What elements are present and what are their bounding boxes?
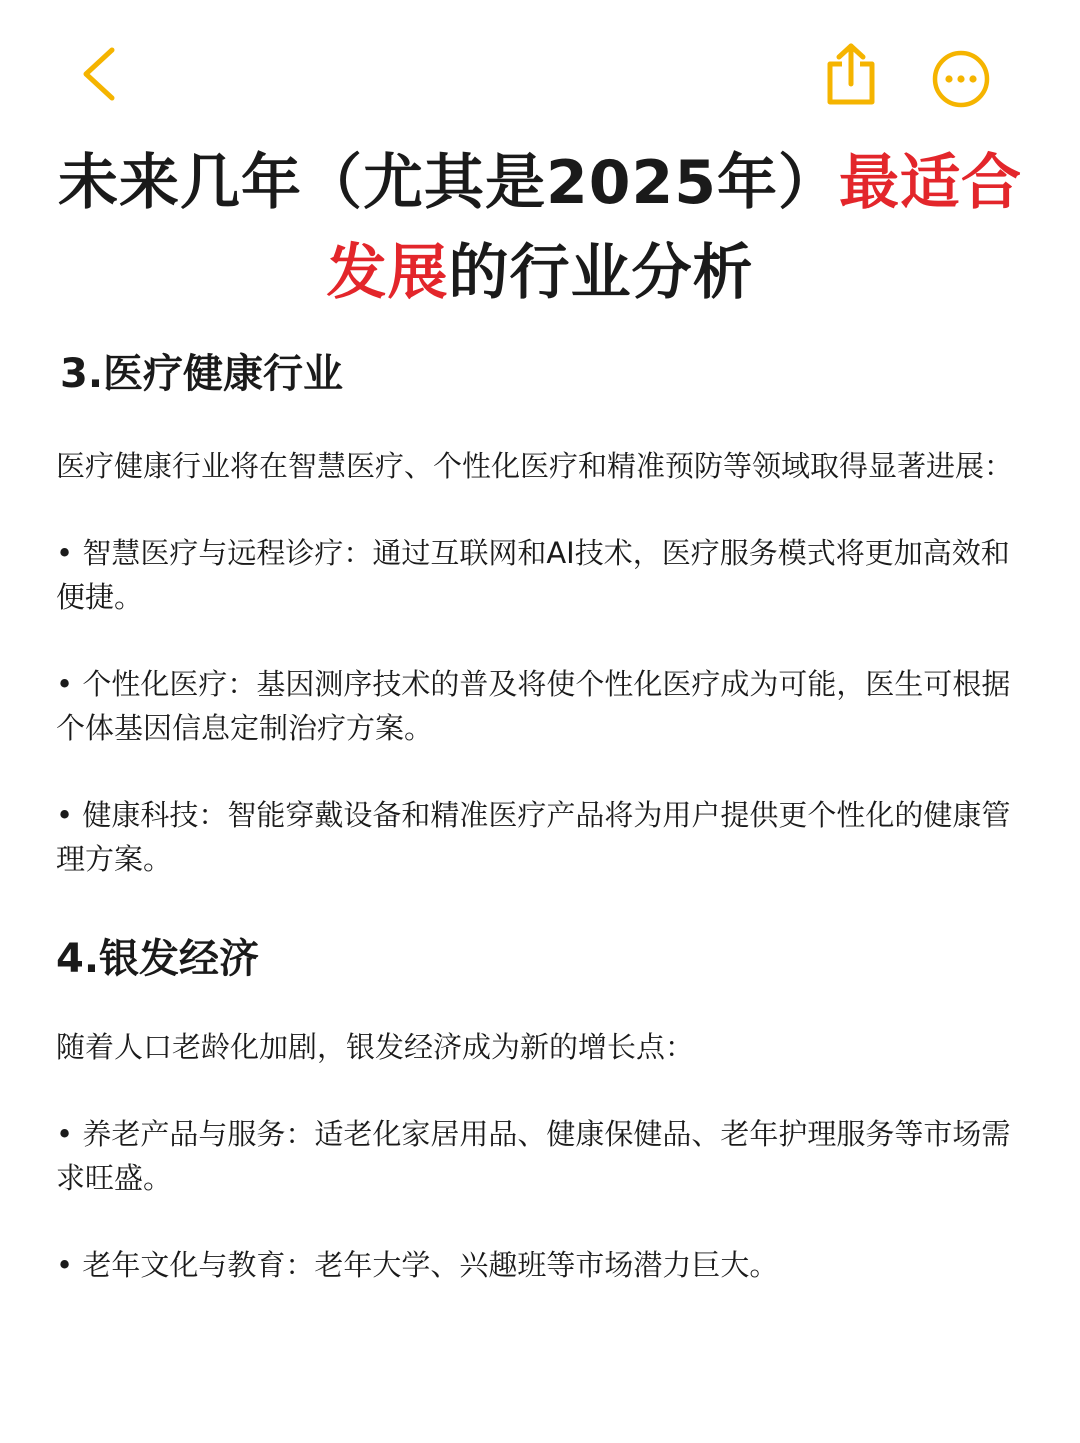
section-heading-silver-economy: 4.银发经济 [56, 936, 260, 982]
bullet-elderly-education: • 老年文化与教育：老年大学、兴趣班等市场潜力巨大。 [56, 1248, 779, 1282]
title-highlight-1: 最适合 [839, 148, 1022, 218]
title-highlight-2: 发展 [326, 238, 449, 308]
more-options-button[interactable] [928, 46, 994, 112]
chevron-left-icon [72, 42, 128, 106]
page-title [40, 138, 1040, 318]
article-body [56, 342, 1031, 1287]
share-icon [820, 40, 882, 110]
more-horizontal-icon [928, 46, 994, 112]
bullet-smart-healthcare: • 智慧医疗与远程诊疗：通过互联网和AI技术，医疗服务模式将更加高效和便捷。 [56, 536, 1010, 614]
back-button[interactable] [72, 42, 128, 106]
top-nav-bar [0, 0, 1080, 140]
bullet-personalized-medicine: • 个性化医疗：基因测序技术的普及将使个性化医疗成为可能，医生可根据个体基因信息定制治疗方案。 [56, 667, 1011, 745]
bullet-health-tech: • 健康科技：智能穿戴设备和精准医疗产品将为用户提供更个性化的健康管理方案。 [56, 798, 1011, 876]
bullet-elderly-products: • 养老产品与服务：适老化家居用品、健康保健品、老年护理服务等市场需求旺盛。 [56, 1117, 1011, 1195]
title-text-part1: 未来几年（尤其是2025年） [58, 148, 839, 218]
share-button[interactable] [820, 40, 882, 110]
section-intro-silver-economy: 随着人口老龄化加剧，银发经济成为新的增长点： [56, 1030, 695, 1064]
title-text-part2: 的行业分析 [448, 238, 754, 308]
section-heading-healthcare: 3.医疗健康行业 [60, 351, 344, 397]
section-intro-healthcare: 医疗健康行业将在智慧医疗、个性化医疗和精准预防等领域取得显著进展： [56, 449, 1014, 483]
